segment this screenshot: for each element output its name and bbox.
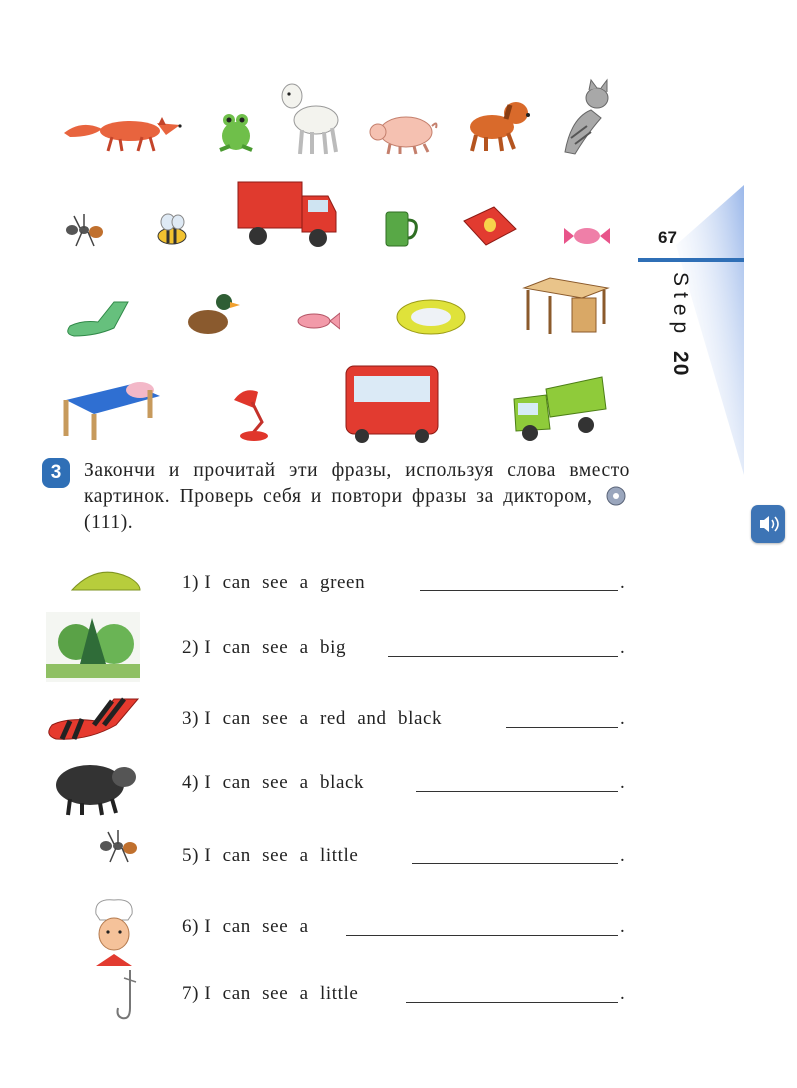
sheep-picture — [50, 757, 138, 817]
fox-picture — [62, 105, 187, 155]
step-word: Step — [669, 272, 692, 340]
sentence-period: . — [620, 916, 625, 937]
step-number: 20 — [669, 351, 692, 377]
exercise-text: I can see a big — [204, 637, 347, 658]
task-instructions — [84, 458, 630, 536]
exercise-text: I can see a little — [204, 845, 359, 866]
sentence-period: . — [620, 708, 625, 729]
ant-picture — [62, 210, 107, 250]
exercise-6 — [182, 916, 309, 946]
exercise-1 — [182, 572, 365, 602]
exercise-7 — [182, 983, 358, 1013]
lorry-picture — [236, 178, 338, 250]
speaker-icon — [751, 505, 785, 543]
hook-picture — [112, 968, 146, 1024]
mug-picture — [382, 208, 418, 250]
exercise-number: 2) — [182, 637, 200, 658]
task-text-before: Закончи и прочитай эти фразы, используя слова вместо картинок. Проверь себя и повтори фразы за диктором, — [84, 460, 630, 507]
exercise-text: I can see a little — [204, 983, 359, 1004]
desk-picture — [520, 276, 610, 338]
bus-picture — [342, 362, 442, 444]
exercise-text: I can see a — [204, 916, 309, 937]
exercise-5 — [182, 845, 358, 875]
duck-picture — [184, 290, 240, 338]
answer-blank-4[interactable] — [416, 791, 618, 792]
exercise-number: 7) — [182, 983, 200, 1004]
cd-icon — [606, 486, 626, 506]
dog-picture — [462, 95, 534, 155]
truck-picture — [510, 373, 608, 443]
striped-sock-picture — [44, 695, 140, 745]
answer-blank-7[interactable] — [406, 1002, 618, 1003]
exercise-2 — [182, 637, 346, 667]
hill-picture — [70, 560, 142, 594]
book-picture — [460, 203, 520, 249]
sentence-period: . — [620, 845, 625, 866]
lamp-picture — [230, 386, 274, 442]
exercise-number: 6) — [182, 916, 200, 937]
ant-small-picture — [96, 826, 140, 866]
exercise-number: 3) — [182, 708, 200, 729]
answer-blank-5[interactable] — [412, 863, 618, 864]
exercise-text: I can see a red and black — [204, 708, 443, 729]
sentence-period: . — [620, 983, 625, 1004]
task-text-after: (111). — [84, 512, 134, 533]
frog-picture — [214, 108, 256, 156]
sweet-picture — [562, 222, 612, 250]
exercise-text: I can see a green — [204, 572, 366, 593]
answer-blank-6[interactable] — [346, 935, 618, 936]
plate-picture — [394, 296, 468, 338]
cook-picture — [88, 896, 142, 970]
answer-blank-2[interactable] — [388, 656, 618, 657]
answer-blank-1[interactable] — [420, 590, 618, 591]
audio-play-button[interactable] — [751, 505, 785, 543]
exercise-4 — [182, 772, 364, 802]
sentence-period: . — [620, 637, 625, 658]
answer-blank-3[interactable] — [506, 727, 618, 728]
step-label — [662, 272, 692, 376]
forest-picture — [46, 612, 140, 682]
task-number-badge: 3 — [42, 458, 70, 488]
bed-picture — [62, 370, 164, 442]
pig-picture — [368, 108, 440, 156]
bee-picture — [150, 212, 192, 248]
exercise-number: 5) — [182, 845, 200, 866]
exercise-text: I can see a black — [204, 772, 365, 793]
fish-picture — [294, 305, 340, 337]
sentence-period: . — [620, 772, 625, 793]
exercise-3 — [182, 708, 442, 738]
sock-picture — [62, 298, 132, 340]
page-number: 67 — [658, 228, 677, 247]
exercise-number: 1) — [182, 572, 200, 593]
exercise-number: 4) — [182, 772, 200, 793]
sentence-period: . — [620, 572, 625, 593]
lamb-picture — [276, 78, 346, 158]
cat-picture — [557, 78, 612, 156]
